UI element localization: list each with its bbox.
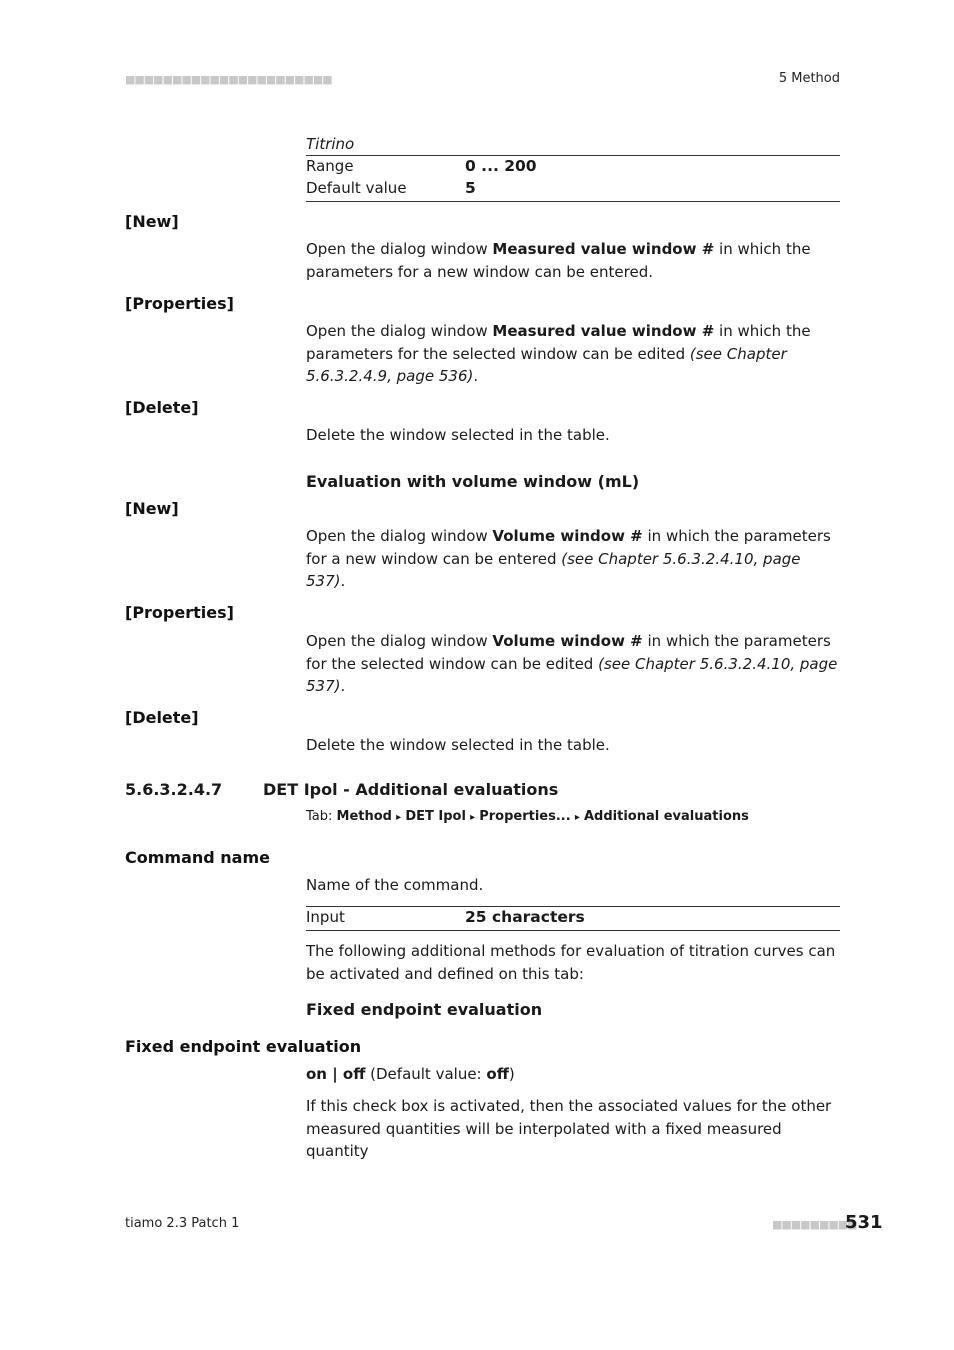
default-label: Default value xyxy=(306,179,407,197)
volume-new-description: Open the dialog window Volume window # in which the parameters for a new window can be entered (see Chapter 5.6.3.2.4.10, page 537). xyxy=(306,527,831,590)
fixed-endpoint-description: If this check box is activated, then the associated values for the other measured quantities will be interpolated with a fixed measured quantity xyxy=(306,1097,832,1160)
properties-button-label: [Properties] xyxy=(125,294,234,313)
volume-delete-description: Delete the window selected in the table. xyxy=(306,736,610,754)
command-name-description: Name of the command. xyxy=(306,876,484,894)
chapter-reference-link[interactable]: (see Chapter 5.6.3.2.4.9, page 536) xyxy=(306,344,787,385)
volume-new-button-label: [New] xyxy=(125,499,179,518)
chapter-header: 5 Method xyxy=(778,71,840,86)
product-footer: tiamo 2.3 Patch 1 xyxy=(125,1216,240,1231)
breadcrumb-separator-icon: ▸ xyxy=(574,812,580,823)
breadcrumb-separator-icon: ▸ xyxy=(470,812,476,823)
titrino-caption: Titrino xyxy=(306,135,355,153)
properties-description: Open the dialog window Measured value window # in which the parameters for the selected window can be edited (see Chapter 5.6.3.2.4.9, page 536). xyxy=(306,322,811,385)
table-top-rule xyxy=(306,155,840,156)
range-value: 0 ... 200 xyxy=(465,157,537,175)
breadcrumb-det-ipol[interactable]: DET Ipol xyxy=(405,809,466,824)
fixed-endpoint-label: Fixed endpoint evaluation xyxy=(125,1037,362,1056)
volume-properties-description: Open the dialog window Volume window # in which the parameters for the selected window can be edited (see Chapter 5.6.3.2.4.10, page 537). xyxy=(306,632,838,695)
command-name-label: Command name xyxy=(125,848,270,867)
section-number: 5.6.3.2.4.7 xyxy=(125,780,223,799)
input-table-bottom-rule xyxy=(306,930,840,931)
delete-button-label: [Delete] xyxy=(125,398,199,417)
input-label: Input xyxy=(306,908,345,926)
chapter-reference-link[interactable]: (see Chapter 5.6.3.2.4.10, page 537) xyxy=(306,549,801,590)
header-decoration: ■■■■■■■■■■■■■■■■■■■■■■ xyxy=(125,73,332,86)
breadcrumb-properties[interactable]: Properties... xyxy=(479,809,571,824)
section-title: DET Ipol - Additional evaluations xyxy=(263,780,559,799)
default-value: 5 xyxy=(465,179,476,197)
chapter-reference-link[interactable]: (see Chapter 5.6.3.2.4.10, page 537) xyxy=(306,654,838,695)
input-value: 25 characters xyxy=(465,908,585,926)
volume-delete-button-label: [Delete] xyxy=(125,708,199,727)
volume-properties-button-label: [Properties] xyxy=(125,603,234,622)
breadcrumb-additional-evaluations[interactable]: Additional evaluations xyxy=(584,809,749,824)
range-label: Range xyxy=(306,157,354,175)
tab-breadcrumb: Tab: Method ▸ DET Ipol ▸ Properties... ▸ Additional evaluations xyxy=(306,809,749,824)
fixed-endpoint-options: on | off (Default value: off) xyxy=(306,1065,515,1083)
delete-description: Delete the window selected in the table. xyxy=(306,426,610,444)
new-description: Open the dialog window Measured value window # in which the parameters for a new window can be entered. xyxy=(306,240,811,281)
input-table-top-rule xyxy=(306,906,840,907)
footer-decoration: ■■■■■■■■■ xyxy=(772,1218,857,1231)
intro-paragraph: The following additional methods for evaluation of titration curves can be activated and defined on this tab: xyxy=(306,942,836,983)
breadcrumb-separator-icon: ▸ xyxy=(396,812,402,823)
new-button-label: [New] xyxy=(125,212,179,231)
breadcrumb-method[interactable]: Method xyxy=(336,809,392,824)
volume-window-heading: Evaluation with volume window (mL) xyxy=(306,472,640,491)
page-number: 531 xyxy=(845,1212,883,1233)
fixed-endpoint-heading: Fixed endpoint evaluation xyxy=(306,1000,543,1019)
table-bottom-rule xyxy=(306,201,840,202)
